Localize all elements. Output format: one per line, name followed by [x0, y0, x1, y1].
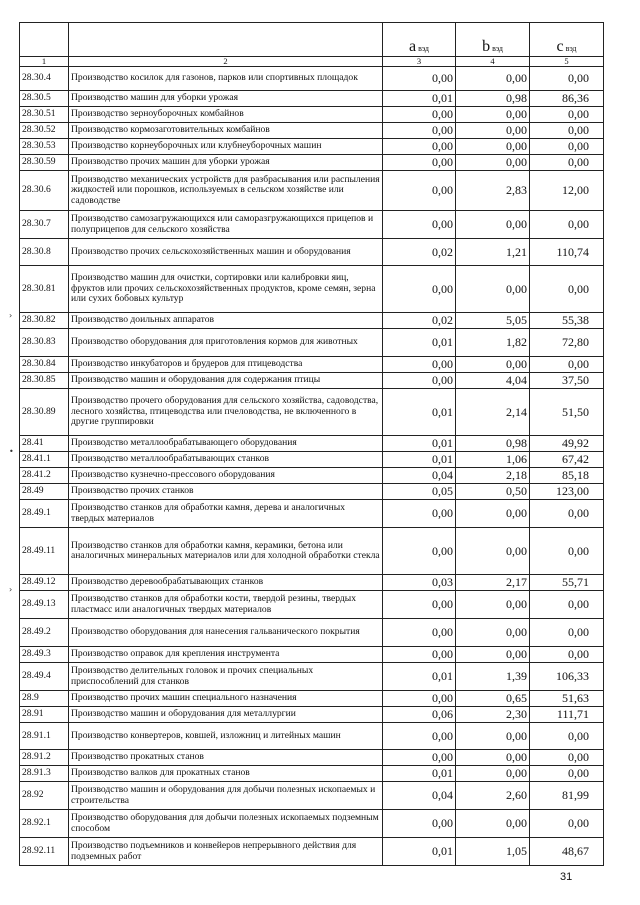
row-value-b: 2,17 — [456, 575, 530, 591]
row-code: 28.30.51 — [20, 107, 69, 123]
table-row — [20, 452, 604, 468]
row-code: 28.30.53 — [20, 139, 69, 155]
table-row — [20, 67, 604, 91]
row-code: 28.49.1 — [20, 500, 69, 528]
row-code: 28.91.1 — [20, 723, 69, 750]
column-number: 3 — [383, 57, 456, 67]
row-value-c: 111,71 — [530, 707, 604, 723]
row-value-b: 0,00 — [456, 766, 530, 782]
row-value-b: 1,21 — [456, 239, 530, 266]
row-value-a: 0,06 — [383, 707, 456, 723]
row-value-c: 0,00 — [530, 500, 604, 528]
row-value-c: 55,71 — [530, 575, 604, 591]
header-cell-c — [530, 23, 604, 57]
row-value-a: 0,00 — [383, 139, 456, 155]
table-row — [20, 766, 604, 782]
row-value-c: 0,00 — [530, 123, 604, 139]
table-row — [20, 663, 604, 691]
row-value-a: 0,00 — [383, 373, 456, 389]
row-value-c: 37,50 — [530, 373, 604, 389]
column-number: 1 — [20, 57, 69, 67]
row-value-b: 0,00 — [456, 357, 530, 373]
header-cell-code — [20, 23, 69, 57]
header-cell-b — [456, 23, 530, 57]
row-value-b: 0,00 — [456, 107, 530, 123]
table-row — [20, 357, 604, 373]
row-value-b: 5,05 — [456, 313, 530, 329]
row-value-b: 2,18 — [456, 468, 530, 484]
table-row — [20, 575, 604, 591]
row-code: 28.30.82 — [20, 313, 69, 329]
row-value-a: 0,04 — [383, 782, 456, 810]
table-row — [20, 239, 604, 266]
row-code: 28.41.1 — [20, 452, 69, 468]
table-row — [20, 484, 604, 500]
row-code: 28.30.52 — [20, 123, 69, 139]
header-a-subscript: вэд — [418, 43, 429, 53]
row-code: 28.91 — [20, 707, 69, 723]
table-row — [20, 782, 604, 810]
row-value-a: 0,00 — [383, 500, 456, 528]
scan-mark: • — [9, 447, 14, 456]
row-value-c: 0,00 — [530, 647, 604, 663]
header-b-subscript: вэд — [492, 43, 503, 53]
row-value-a: 0,01 — [383, 91, 456, 107]
row-name: Производство валков для прокатных станов — [69, 766, 383, 782]
row-code: 28.41 — [20, 436, 69, 452]
row-name: Производство станков для обработки камня, дерева и аналогичных твердых материалов — [69, 500, 383, 528]
row-value-a: 0,00 — [383, 591, 456, 619]
row-value-c: 55,38 — [530, 313, 604, 329]
table-row — [20, 436, 604, 452]
row-name: Производство машин и оборудования для добычи полезных ископаемых и строительства — [69, 782, 383, 810]
row-value-a: 0,00 — [383, 528, 456, 575]
row-value-c: 49,92 — [530, 436, 604, 452]
row-name: Производство кормозаготовительных комбайнов — [69, 123, 383, 139]
row-name: Производство конвертеров, ковшей, изложниц и литейных машин — [69, 723, 383, 750]
row-value-b: 0,00 — [456, 647, 530, 663]
row-value-b: 0,00 — [456, 500, 530, 528]
row-value-a: 0,00 — [383, 619, 456, 647]
row-value-a: 0,01 — [383, 329, 456, 357]
row-name: Производство прочих станков — [69, 484, 383, 500]
row-code: 28.91.2 — [20, 750, 69, 766]
row-value-c: 12,00 — [530, 171, 604, 211]
row-code: 28.30.83 — [20, 329, 69, 357]
header-c-label: c — [556, 37, 564, 55]
table-row — [20, 707, 604, 723]
row-value-a: 0,00 — [383, 750, 456, 766]
row-value-b: 1,06 — [456, 452, 530, 468]
table-row — [20, 155, 604, 171]
row-value-a: 0,00 — [383, 691, 456, 707]
table-row — [20, 139, 604, 155]
row-value-c: 67,42 — [530, 452, 604, 468]
row-name: Производство станков для обработки камня, керамики, бетона или аналогичных минеральных материалов или для холодной обработки стекла — [69, 528, 383, 575]
table-row — [20, 723, 604, 750]
row-name: Производство машин и оборудования для металлургии — [69, 707, 383, 723]
row-value-a: 0,01 — [383, 436, 456, 452]
row-value-b: 1,05 — [456, 838, 530, 866]
data-table — [19, 22, 604, 866]
row-value-a: 0,03 — [383, 575, 456, 591]
row-value-a: 0,01 — [383, 452, 456, 468]
row-value-a: 0,00 — [383, 647, 456, 663]
row-name: Производство прочего оборудования для сельского хозяйства, садоводства, лесного хозяйства, птицеводства или пчеловодства, не включенного в другие группировки — [69, 389, 383, 436]
row-code: 28.30.6 — [20, 171, 69, 211]
row-name: Производство подъемников и конвейеров непрерывного действия для подземных работ — [69, 838, 383, 866]
table-row — [20, 750, 604, 766]
row-value-c: 51,50 — [530, 389, 604, 436]
row-value-c: 0,00 — [530, 750, 604, 766]
row-name: Производство оправок для крепления инструмента — [69, 647, 383, 663]
column-number-row — [20, 57, 604, 67]
row-value-a: 0,00 — [383, 266, 456, 313]
row-value-b: 0,00 — [456, 266, 530, 313]
row-name: Производство машин для уборки урожая — [69, 91, 383, 107]
row-code: 28.30.59 — [20, 155, 69, 171]
row-value-c: 86,36 — [530, 91, 604, 107]
row-value-c: 0,00 — [530, 528, 604, 575]
table-row — [20, 211, 604, 239]
row-code: 28.30.8 — [20, 239, 69, 266]
header-a-label: a — [409, 37, 417, 55]
row-name: Производство оборудования для нанесения гальванического покрытия — [69, 619, 383, 647]
row-value-c: 0,00 — [530, 591, 604, 619]
row-value-b: 0,98 — [456, 436, 530, 452]
row-code: 28.49.12 — [20, 575, 69, 591]
row-value-b: 4,04 — [456, 373, 530, 389]
row-code: 28.9 — [20, 691, 69, 707]
row-value-c: 0,00 — [530, 810, 604, 838]
scan-mark: › — [9, 585, 13, 594]
table-row — [20, 107, 604, 123]
row-name: Производство машин для очистки, сортировки или калибровки яиц, фруктов или прочих сельскохозяйственных продуктов, кроме семян, зерна или сухих бобовых культур — [69, 266, 383, 313]
header-cell-name — [69, 23, 383, 57]
row-code: 28.30.5 — [20, 91, 69, 107]
row-value-b: 1,82 — [456, 329, 530, 357]
row-code: 28.92.11 — [20, 838, 69, 866]
column-number: 5 — [530, 57, 604, 67]
row-value-b: 2,83 — [456, 171, 530, 211]
row-value-a: 0,00 — [383, 357, 456, 373]
row-value-c: 81,99 — [530, 782, 604, 810]
row-name: Производство металлообрабатывающего оборудования — [69, 436, 383, 452]
table-row — [20, 810, 604, 838]
row-code: 28.49.4 — [20, 663, 69, 691]
table-row — [20, 171, 604, 211]
row-code: 28.30.7 — [20, 211, 69, 239]
row-name: Производство косилок для газонов, парков или спортивных площадок — [69, 67, 383, 91]
row-value-b: 0,00 — [456, 67, 530, 91]
header-b-label: b — [482, 37, 491, 55]
row-value-a: 0,00 — [383, 171, 456, 211]
row-code: 28.30.89 — [20, 389, 69, 436]
row-name: Производство кузнечно-прессового оборудования — [69, 468, 383, 484]
row-value-c: 0,00 — [530, 357, 604, 373]
row-value-a: 0,01 — [383, 838, 456, 866]
table-row — [20, 91, 604, 107]
row-value-a: 0,00 — [383, 67, 456, 91]
page-number: 31 — [560, 871, 573, 883]
row-name: Производство деревообрабатывающих станков — [69, 575, 383, 591]
table-row — [20, 647, 604, 663]
row-value-b: 0,00 — [456, 155, 530, 171]
table-row — [20, 123, 604, 139]
table-row — [20, 500, 604, 528]
row-value-a: 0,00 — [383, 810, 456, 838]
column-number: 2 — [69, 57, 383, 67]
row-value-b: 0,00 — [456, 528, 530, 575]
row-value-a: 0,00 — [383, 211, 456, 239]
row-value-b: 0,00 — [456, 123, 530, 139]
row-value-b: 0,00 — [456, 211, 530, 239]
row-value-c: 0,00 — [530, 155, 604, 171]
table-row — [20, 838, 604, 866]
row-value-b: 0,00 — [456, 619, 530, 647]
row-value-c: 0,00 — [530, 211, 604, 239]
row-value-c: 0,00 — [530, 723, 604, 750]
row-value-b: 0,00 — [456, 810, 530, 838]
row-value-c: 51,63 — [530, 691, 604, 707]
row-value-b: 2,30 — [456, 707, 530, 723]
row-code: 28.30.4 — [20, 67, 69, 91]
row-value-a: 0,02 — [383, 313, 456, 329]
row-value-c: 0,00 — [530, 107, 604, 123]
header-c-subscript: вэд — [565, 43, 577, 53]
table-body — [20, 23, 604, 866]
row-code: 28.49.2 — [20, 619, 69, 647]
row-value-b: 1,39 — [456, 663, 530, 691]
header-cell-a — [383, 23, 456, 57]
row-name: Производство прочих машин специального назначения — [69, 691, 383, 707]
row-value-c: 0,00 — [530, 266, 604, 313]
row-value-a: 0,01 — [383, 766, 456, 782]
row-code: 28.49.3 — [20, 647, 69, 663]
table-row — [20, 373, 604, 389]
row-code: 28.49.13 — [20, 591, 69, 619]
row-code: 28.30.81 — [20, 266, 69, 313]
row-code: 28.92.1 — [20, 810, 69, 838]
table-row — [20, 266, 604, 313]
table-row — [20, 528, 604, 575]
row-value-b: 0,50 — [456, 484, 530, 500]
row-value-c: 123,00 — [530, 484, 604, 500]
row-code: 28.30.85 — [20, 373, 69, 389]
row-value-a: 0,01 — [383, 389, 456, 436]
row-value-b: 2,60 — [456, 782, 530, 810]
row-value-a: 0,00 — [383, 723, 456, 750]
row-value-a: 0,00 — [383, 123, 456, 139]
row-name: Производство доильных аппаратов — [69, 313, 383, 329]
row-name: Производство корнеуборочных или клубнеуборочных машин — [69, 139, 383, 155]
row-value-c: 110,74 — [530, 239, 604, 266]
row-name: Производство оборудования для добычи полезных ископаемых подземным способом — [69, 810, 383, 838]
row-value-a: 0,02 — [383, 239, 456, 266]
row-name: Производство прокатных станов — [69, 750, 383, 766]
table-row — [20, 389, 604, 436]
row-value-c: 48,67 — [530, 838, 604, 866]
column-number: 4 — [456, 57, 530, 67]
row-value-c: 0,00 — [530, 139, 604, 155]
row-value-c: 0,00 — [530, 766, 604, 782]
table-row — [20, 313, 604, 329]
row-name: Производство самозагружающихся или саморазгружающихся прицепов и полуприцепов для сельского хозяйства — [69, 211, 383, 239]
row-value-b: 0,00 — [456, 723, 530, 750]
row-value-c: 106,33 — [530, 663, 604, 691]
row-name: Производство механических устройств для разбрасывания или распыления жидкостей или порошков, используемых в сельском хозяйстве или садоводстве — [69, 171, 383, 211]
row-name: Производство станков для обработки кости, твердой резины, твердых пластмасс или аналогичных твердых материалов — [69, 591, 383, 619]
row-code: 28.49.11 — [20, 528, 69, 575]
row-value-c: 85,18 — [530, 468, 604, 484]
row-code: 28.49 — [20, 484, 69, 500]
row-code: 28.91.3 — [20, 766, 69, 782]
row-code: 28.92 — [20, 782, 69, 810]
row-value-b: 0,00 — [456, 139, 530, 155]
row-name: Производство прочих сельскохозяйственных машин и оборудования — [69, 239, 383, 266]
table-row — [20, 591, 604, 619]
row-name: Производство инкубаторов и брудеров для птицеводства — [69, 357, 383, 373]
table-row — [20, 468, 604, 484]
row-name: Производство машин и оборудования для содержания птицы — [69, 373, 383, 389]
row-name: Производство зерноуборочных комбайнов — [69, 107, 383, 123]
row-value-b: 0,65 — [456, 691, 530, 707]
table-row — [20, 691, 604, 707]
row-code: 28.30.84 — [20, 357, 69, 373]
table-row — [20, 329, 604, 357]
table-row — [20, 619, 604, 647]
row-name: Производство прочих машин для уборки урожая — [69, 155, 383, 171]
row-value-c: 0,00 — [530, 619, 604, 647]
row-value-a: 0,00 — [383, 155, 456, 171]
row-code: 28.41.2 — [20, 468, 69, 484]
row-value-b: 0,00 — [456, 591, 530, 619]
row-value-c: 0,00 — [530, 67, 604, 91]
row-value-b: 2,14 — [456, 389, 530, 436]
row-value-a: 0,01 — [383, 663, 456, 691]
row-value-b: 0,00 — [456, 750, 530, 766]
row-value-c: 72,80 — [530, 329, 604, 357]
row-value-b: 0,98 — [456, 91, 530, 107]
row-name: Производство оборудования для приготовления кормов для животных — [69, 329, 383, 357]
row-value-a: 0,00 — [383, 107, 456, 123]
row-name: Производство металлообрабатывающих станков — [69, 452, 383, 468]
scan-mark: › — [9, 311, 13, 320]
table-header-row — [20, 23, 604, 57]
row-name: Производство делительных головок и прочих специальных приспособлений для станков — [69, 663, 383, 691]
row-value-a: 0,05 — [383, 484, 456, 500]
row-value-a: 0,04 — [383, 468, 456, 484]
